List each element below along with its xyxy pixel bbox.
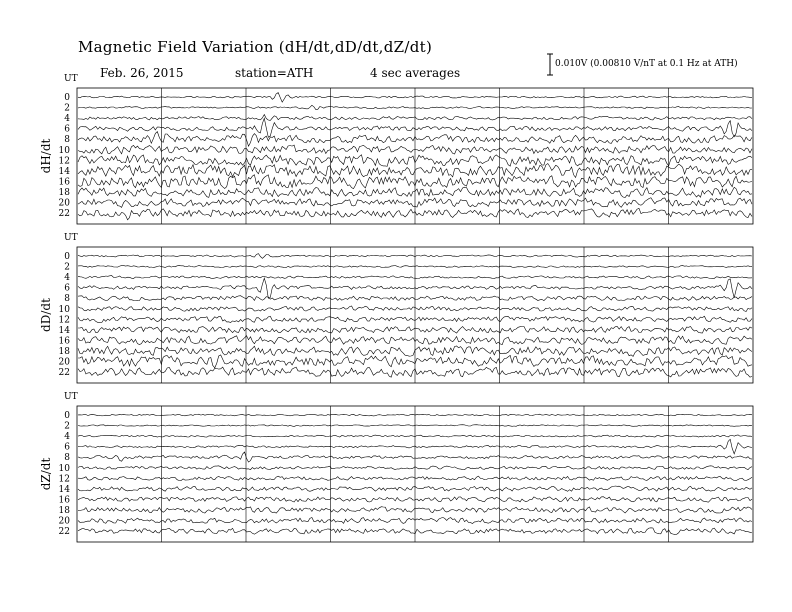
trace-label: 4 (64, 273, 70, 284)
trace-label: 10 (58, 304, 70, 315)
trace-label: 4 (64, 432, 70, 443)
trace-label: 18 (58, 505, 70, 516)
panel-1 (39, 74, 753, 224)
trace-label: 12 (58, 474, 70, 485)
panel-2 (39, 233, 753, 383)
trace-label: 2 (64, 421, 70, 432)
trace-label: 2 (64, 262, 70, 273)
trace-label: 8 (64, 135, 70, 146)
trace-label: 6 (64, 442, 70, 453)
ut-label: UT (64, 74, 78, 84)
trace-label: 20 (58, 198, 70, 209)
trace-label: 18 (58, 187, 70, 198)
trace-label: 0 (64, 93, 70, 103)
trace-label: 12 (58, 156, 70, 167)
trace-label: 6 (64, 283, 70, 294)
panel-3 (39, 392, 753, 542)
trace-label: 14 (58, 484, 70, 495)
trace-label: 14 (58, 325, 70, 336)
ut-label: UT (64, 392, 78, 402)
trace-label: 20 (58, 516, 70, 527)
component-label: dD/dt (39, 298, 53, 332)
trace-label: 16 (58, 177, 70, 188)
date-label: Feb. 26, 2015 (100, 66, 184, 80)
trace-label: 8 (64, 294, 70, 305)
trace-label: 22 (58, 527, 70, 538)
trace-label: 18 (58, 346, 70, 357)
station-label: station=ATH (235, 66, 314, 80)
trace-label: 2 (64, 103, 70, 114)
trace-label: 22 (58, 368, 70, 379)
ut-label: UT (64, 233, 78, 243)
trace-label: 12 (58, 315, 70, 326)
trace-label: 10 (58, 145, 70, 156)
trace-label: 0 (64, 252, 70, 262)
trace-label: 16 (58, 336, 70, 347)
trace-label: 6 (64, 124, 70, 135)
chart-title: Magnetic Field Variation (dH/dt,dD/dt,dZ/dt) (78, 38, 433, 56)
component-label: dH/dt (39, 138, 53, 174)
trace-label: 16 (58, 495, 70, 506)
averaging-label: 4 sec averages (370, 66, 461, 80)
trace-label: 8 (64, 453, 70, 464)
trace-label: 14 (58, 166, 70, 177)
trace-label: 22 (58, 209, 70, 220)
trace-label: 0 (64, 411, 70, 421)
scale-bar-label: 0.010V (0.00810 V/nT at 0.1 Hz at ATH) (555, 59, 738, 69)
trace-label: 4 (64, 114, 70, 125)
trace-label: 10 (58, 463, 70, 474)
trace-label: 20 (58, 357, 70, 368)
component-label: dZ/dt (39, 457, 53, 491)
